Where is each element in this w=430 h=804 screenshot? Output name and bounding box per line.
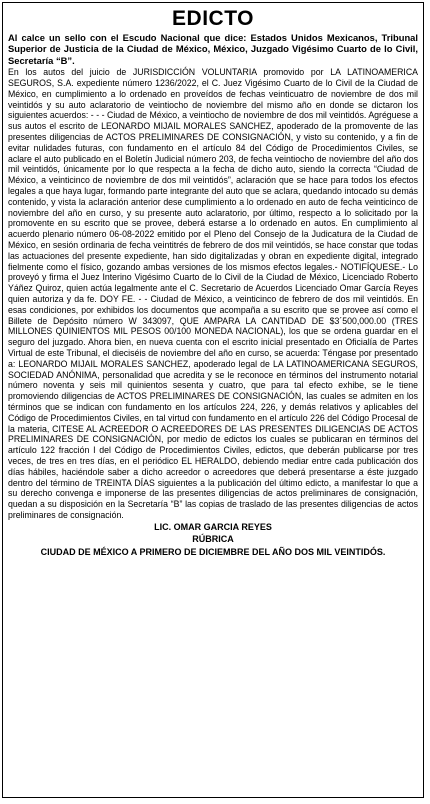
closing-date: CIUDAD DE MÉXICO A PRIMERO DE DICIEMBRE DEL AÑO DOS MIL VEINTIDÓS. bbox=[40, 546, 386, 557]
signatory-name: LIC. OMAR GARCIA REYES bbox=[154, 521, 272, 532]
signature-label: RÚBRICA bbox=[192, 534, 234, 545]
notice-title: EDICTO bbox=[172, 7, 254, 30]
notice-intro: Al calce un sello con el Escudo Nacional que dice: Estados Unidos Mexicanos, Tribunal Superior de Justicia de la Ciudad de México, México, Juzgado Vigésimo Cuarto de lo Civil, Secretaría “B”. bbox=[8, 32, 418, 66]
legal-notice bbox=[2, 2, 424, 798]
notice-body: En los autos del juicio de JURISDICCIÓN VOLUNTARIA promovido por LA LATINOAMERICA SEGUROS, S.A. expediente número 1236/2022, el C. Juez Vigésimo Cuarto de lo Civil de la Ciudad de México, en cumplimiento a lo ordenado en proveídos de fechas veinticuatro de noviembre de dos mil veintidós y su auto aclaratorio de veintiocho de noviembre del mismo año en donde se dictaron los siguientes acuerdos: - - - Ciudad de México, a veintiocho de noviembre de dos mil veintidós. Agréguese a sus autos el escrito de LEONARDO MIJAIL MORALES SANCHEZ, apoderado de la promovente de las presentes diligencias de ACTOS PRELIMINARES DE CONSIGNACIÓN, y visto su contenido, y a fin de evitar nulidades futuras, con fundamento en el artículo 84 del Código de Procedimientos Civiles, se aclare el auto publicado en el Boletín Judicial número 203, de fecha veintiocho de noviembre del año dos mil veintidós, únicamente por lo que respecta a la fecha de dicho auto, siendo la correcta “Ciudad de México, a veinticinco de noviembre de dos mil veintidós”, aclaración que se hace para todos los efectos legales a que haya lugar, formando parte integrante del auto que se aclara, quedando intocado su demás contenido, y vista la aclaración anterior dese cumplimiento a lo ordenado en auto de fecha veinticinco de noviembre del año en curso, y su presente auto aclaratorio, por último, respecto a lo solicitado por la promovente en su escrito que se provee, deberá estarse a lo ordenado en autos. En cumplimiento al acuerdo plenario número 06-08-2022 emitido por el Pleno del Consejo de la Judicatura de la Ciudad de México, en sesión ordinaria de fecha veintitrés de febrero de dos mil veintidós, se hace constar que todas las actuaciones del presente expediente, han sido digitalizadas y obran en expediente digital, integrado fielmente como el físico, gozando ambas versiones de los mismos efectos legales.- NOTIFÍQUESE.- Lo proveyó y firma el Juez Interino Vigésimo Cuarto de lo Civil de la Ciudad de México, Licenciado Roberto Yáñez Quiroz, quien actúa legalmente ante el C. Secretario de Acuerdos Licenciado Omar García Reyes quien autoriza y da fe. DOY FE. - - Ciudad de México, a veinticinco de febrero de dos mil veintidós. En esas condiciones, por exhibidos los documentos que acompaña a su escrito que se provee así como el Billete de Depósito número W 343097, QUE AMPARA LA CANTIDAD DE $3´500,000.00 (TRES MILLONES QUINIENTOS MIL PESOS 00/100 MONEDA NACIONAL), los que se ordena guardar en el seguro del juzgado. Ahora bien, en nueva cuenta con el escrito inicial presentado en Oficialía de Partes Virtual de este Tribunal, el dieciséis de noviembre del año en curso, se acuerda: Téngase por presentado a: LEONARDO MIJAIL MORALES SANCHEZ, apoderado legal de LA LATINOAMERICANA SEGUROS, SOCIEDAD ANÓNIMA, personalidad que acredita y se le reconoce en términos del instrumento notarial número noventa y seis mil quinientos sesenta y cuatro, que para tal efecto exhibe, se le tiene promoviendo diligencias de ACTOS PRELIMINARES DE CONSIGNACIÓN, las cuales se admiten en los términos que se indican con fundamento en los artículos 224, 226, y demás relativos y aplicables del Código de Procedimientos Civiles, en tal virtud con fundamento en el artículo 226 del Código Procesal de la materia, CITESE AL ACREEDOR O ACREEDORES DE LAS PRESENTES DILIGENCIAS DE ACTOS PRELIMINARES DE CONSIGNACIÓN, por medio de edictos los cuales se publicaran en términos del artículo 122 fracción I del Código de Procedimientos Civiles, edictos, que deberán publicarse por tres veces, de tres en tres días, en el periódico EL HERALDO, debiendo mediar entre cada publicación dos días hábiles, haciéndole saber a dicho acreedor o acreedores que deberá presentarse a éste juzgado dentro del término de TREINTA DÍAS siguientes a la publicación del último edicto, a manifestar lo que a su derecho convenga e imponerse de las presentes diligencias de actos preliminares de consignación, quedan a su disposición en la Secretaría “B” las copias de traslado de las presentes diligencias de actos preliminares de consignación. bbox=[8, 67, 418, 520]
